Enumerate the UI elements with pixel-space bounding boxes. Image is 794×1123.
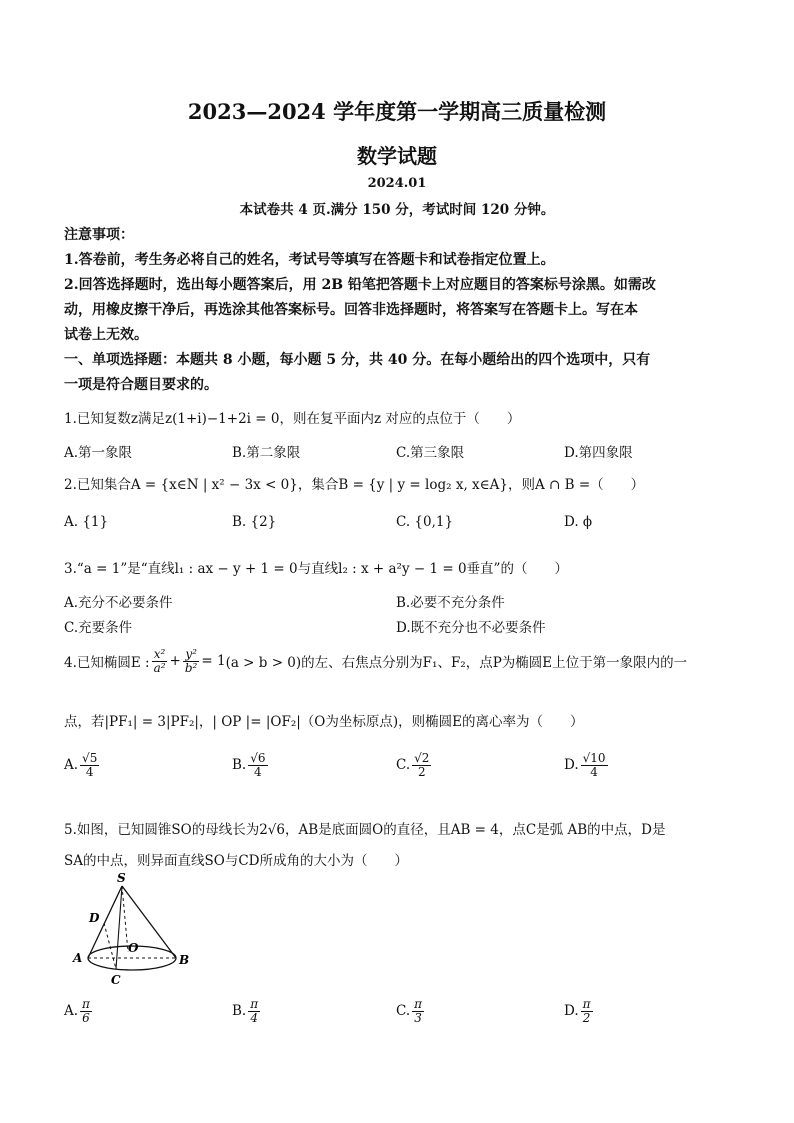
label-o: O: [128, 941, 139, 955]
label-b: B: [179, 953, 190, 967]
cone-figure: [60, 870, 200, 995]
question-4-stem-line-1: 4.已知椭圆E : $\frac{\text{x²}}{\text{a²}}$ + $\frac{\text{y²}}{\text{b²}}$ = 1 (a > b > 0)的左、右焦点分别为F₁、F₂，点P为椭圆E上位于第一象限内的一: [64, 647, 688, 675]
question-5-option-d: D. $\frac{\pi}{2}$: [564, 997, 591, 1025]
question-5-option-a: A. $\frac{\pi}{6}$: [64, 997, 90, 1025]
question-1-option-d: D.第四象限: [564, 445, 633, 461]
notice-item-2-line-1: 2.回答选择题时，选出每小题答案后，用 2B 铅笔把答题卡上对应题目的答案标号涂黑。如需改: [64, 277, 656, 293]
section-1-line-2: 一项是符合题目要求的。: [64, 377, 218, 393]
question-3-option-c: C.充要条件: [64, 620, 133, 636]
question-5-option-c: C. $\frac{\pi}{3}$: [396, 997, 423, 1025]
label-c: C: [111, 973, 121, 987]
question-4-option-c: C. $\frac{√2}{2}$: [396, 751, 430, 779]
notice-item-2-line-3: 试卷上无效。: [64, 327, 148, 343]
segment-dc: [104, 923, 116, 969]
exam-intro: 本试卷共 4 页.满分 150 分，考试时间 120 分钟。: [239, 202, 555, 218]
question-5-stem-line-2: SA的中点，则异面直线SO与CD所成角的大小为（ ）: [64, 853, 408, 869]
notice-item-2-line-2: 动，用橡皮擦干净后，再选涂其他答案标号。回答非选择题时，将答案写在答题卡上。写在本: [64, 302, 638, 318]
question-5-stem-line-1: 5.如图，已知圆锥SO的母线长为2√6，AB是底面圆O的直径，且AB = 4，点C是弧 AB的中点，D是: [64, 822, 666, 838]
question-1-stem: 1.已知复数z满足z(1+i)−1+2i = 0，则在复平面内z 对应的点位于（ ）: [64, 411, 521, 427]
exam-title: 2023—2024 学年度第一学期高三质量检测: [187, 99, 607, 124]
subject-title: 数学试题: [357, 144, 437, 168]
notice-item-1: 1.答卷前，考生务必将自己的姓名，考试号等填写在答题卡和试卷指定位置上。: [64, 252, 555, 268]
question-3-stem: 3.“a = 1”是“直线l₁ : ax − y + 1 = 0与直线l₂ : x + a²y − 1 = 0垂直”的（ ）: [64, 561, 568, 577]
segment-sc: [116, 886, 122, 969]
question-5-option-b: B. $\frac{\pi}{4}$: [232, 997, 259, 1025]
label-a: A: [73, 951, 83, 965]
notice-heading: 注意事项：: [64, 227, 134, 243]
ellipse-equals: = 1: [201, 653, 226, 670]
question-2-option-d: D. ϕ: [564, 514, 593, 530]
question-2-option-b: B. {2}: [232, 514, 277, 530]
section-1-line-1: 一、单项选择题：本题共 8 小题，每小题 5 分，共 40 分。在每小题给出的四个选项中，只有: [64, 352, 651, 368]
question-4-option-a: A. $\frac{√5}{4}$: [64, 751, 98, 779]
question-2-stem: 2.已知集合A = {x∈N | x² − 3x < 0}，集合B = {y | y = log₂ x, x∈A}，则A ∩ B =（ ）: [64, 477, 645, 493]
question-3-option-a: A.充分不必要条件: [64, 595, 173, 611]
exam-date: 2024.01: [367, 176, 427, 191]
ellipse-y-term: $\frac{\text{y²}}{\text{b²}}$: [184, 647, 198, 675]
ellipse-x-term: $\frac{\text{x²}}{\text{a²}}$: [153, 647, 166, 675]
question-2-option-a: A. {1}: [64, 514, 109, 530]
question-1-option-b: B.第二象限: [232, 445, 301, 461]
question-3-option-d: D.既不充分也不必要条件: [396, 620, 546, 636]
question-1-option-a: A.第一象限: [64, 445, 133, 461]
label-d: D: [89, 911, 100, 925]
question-3-option-b: B.必要不充分条件: [396, 595, 505, 611]
question-4-stem-start: 4.已知椭圆E :: [64, 655, 150, 672]
question-4-option-b: B. $\frac{√6}{4}$: [232, 751, 266, 779]
question-2-option-c: C. {0,1}: [396, 514, 454, 530]
question-1-option-c: C.第三象限: [396, 445, 465, 461]
question-4-stem-rest: (a > b > 0)的左、右焦点分别为F₁、F₂，点P为椭圆E上位于第一象限内的一: [225, 655, 688, 672]
label-s: S: [117, 871, 126, 885]
question-4-option-d: D. $\frac{√10}{4}$: [564, 751, 606, 779]
question-4-stem-line-2: 点，若|PF₁| = 3|PF₂|，| OP |= |OF₂|（O为坐标原点)，则椭圆E的离心率为（ ）: [64, 714, 584, 730]
